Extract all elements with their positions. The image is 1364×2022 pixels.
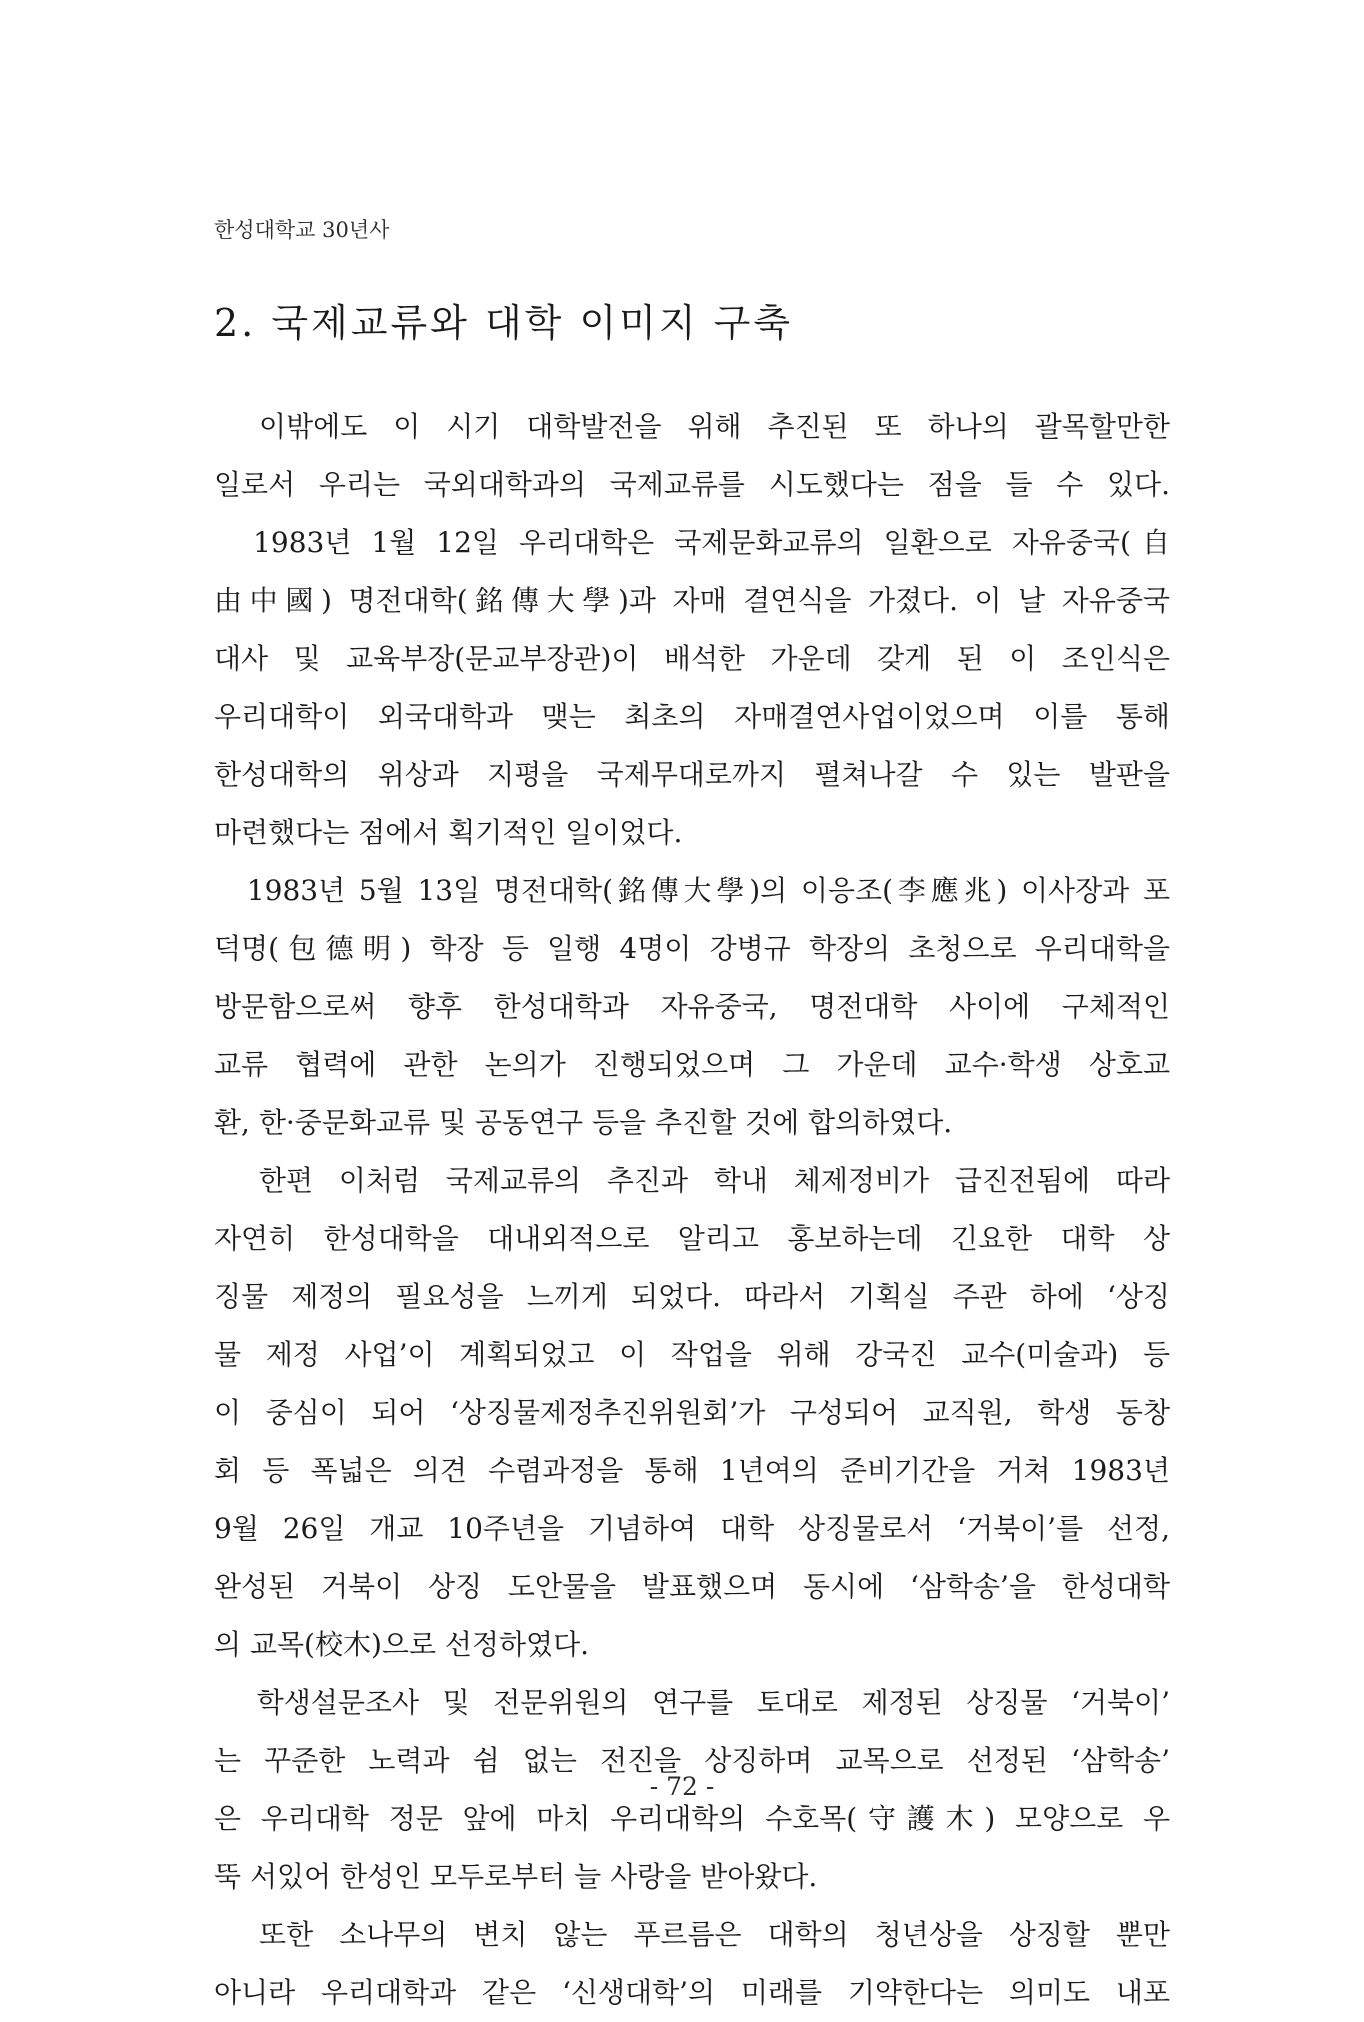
text-line: 방문함으로써 향후 한성대학과 자유중국, 명전대학 사이에 구체적인 — [214, 990, 1170, 1023]
text-line: 한성대학의 위상과 지평을 국제무대로까지 펼쳐나갈 수 있는 발판을 — [214, 758, 1170, 791]
text-line: 우리대학이 외국대학과 맺는 최초의 자매결연사업이었으며 이를 통해 — [214, 700, 1170, 733]
text-line: 1983년 5월 13일 명전대학(銘傳大學)의 이응조(李應兆) 이사장과 포 — [214, 874, 1170, 907]
text-line: 은 우리대학 정문 앞에 마치 우리대학의 수호목(守護木) 모양으로 우 — [214, 1802, 1170, 1835]
text-line: 징물 제정의 필요성을 느끼게 되었다. 따라서 기획실 주관 하에 ‘상징 — [214, 1280, 1170, 1313]
text-line: 물 제정 사업’이 계획되었고 이 작업을 위해 강국진 교수(미술과) 등 — [214, 1338, 1170, 1371]
section-title: 2. 국제교류와 대학 이미지 구축 — [214, 301, 794, 345]
text-line: 대사 및 교육부장(문교부장관)이 배석한 가운데 갖게 된 이 조인식은 — [214, 642, 1170, 675]
text-line: 완성된 거북이 상징 도안물을 발표했으며 동시에 ‘삼학송’을 한성대학 — [214, 1570, 1170, 1603]
text-line: 한편 이처럼 국제교류의 추진과 학내 체제정비가 급진전됨에 따라 — [214, 1164, 1170, 1197]
text-line: 일로서 우리는 국외대학과의 국제교류를 시도했다는 점을 들 수 있다. — [214, 468, 1170, 501]
text-line: 이 중심이 되어 ‘상징물제정추진위원회’가 구성되어 교직원, 학생 동창 — [214, 1396, 1170, 1429]
text-line: 아니라 우리대학과 같은 ‘신생대학’의 미래를 기약한다는 의미도 내포 — [214, 1976, 1170, 2009]
text-line: 의 교목(校木)으로 선정하였다. — [214, 1628, 590, 1661]
text-line: 학생설문조사 및 전문위원의 연구를 토대로 제정된 상징물 ‘거북이’ — [214, 1686, 1170, 1719]
text-line: 由中國) 명전대학(銘傳大學)과 자매 결연식을 가졌다. 이 날 자유중국 — [214, 584, 1170, 617]
running-head: 한성대학교 30년사 — [214, 218, 390, 242]
text-line: 마련했다는 점에서 획기적인 일이었다. — [214, 816, 683, 849]
text-line: 교류 협력에 관한 논의가 진행되었으며 그 가운데 교수·학생 상호교 — [214, 1048, 1170, 1081]
text-line: 1983년 1월 12일 우리대학은 국제문화교류의 일환으로 자유중국(自 — [214, 526, 1170, 559]
text-line: 회 등 폭넓은 의견 수렴과정을 통해 1년여의 준비기간을 거쳐 1983년 — [214, 1454, 1170, 1487]
text-line: 자연히 한성대학을 대내외적으로 알리고 홍보하는데 긴요한 대학 상 — [214, 1222, 1170, 1255]
text-line: 이밖에도 이 시기 대학발전을 위해 추진된 또 하나의 괄목할만한 — [214, 410, 1170, 443]
text-line: 뚝 서있어 한성인 모두로부터 늘 사랑을 받아왔다. — [214, 1860, 818, 1893]
text-line: 9월 26일 개교 10주년을 기념하여 대학 상징물로서 ‘거북이’를 선정, — [214, 1512, 1170, 1545]
text-line: 는 꾸준한 노력과 쉼 없는 전진을 상징하며 교목으로 선정된 ‘삼학송’ — [214, 1744, 1170, 1777]
text-line: 또한 소나무의 변치 않는 푸르름은 대학의 청년상을 상징할 뿐만 — [214, 1918, 1170, 1951]
text-line: 환, 한·중문화교류 및 공동연구 등을 추진할 것에 합의하였다. — [214, 1106, 953, 1139]
page-number: - 72 - — [649, 1772, 715, 1801]
text-line: 덕명(包德明) 학장 등 일행 4명이 강병규 학장의 초청으로 우리대학을 — [214, 932, 1170, 965]
